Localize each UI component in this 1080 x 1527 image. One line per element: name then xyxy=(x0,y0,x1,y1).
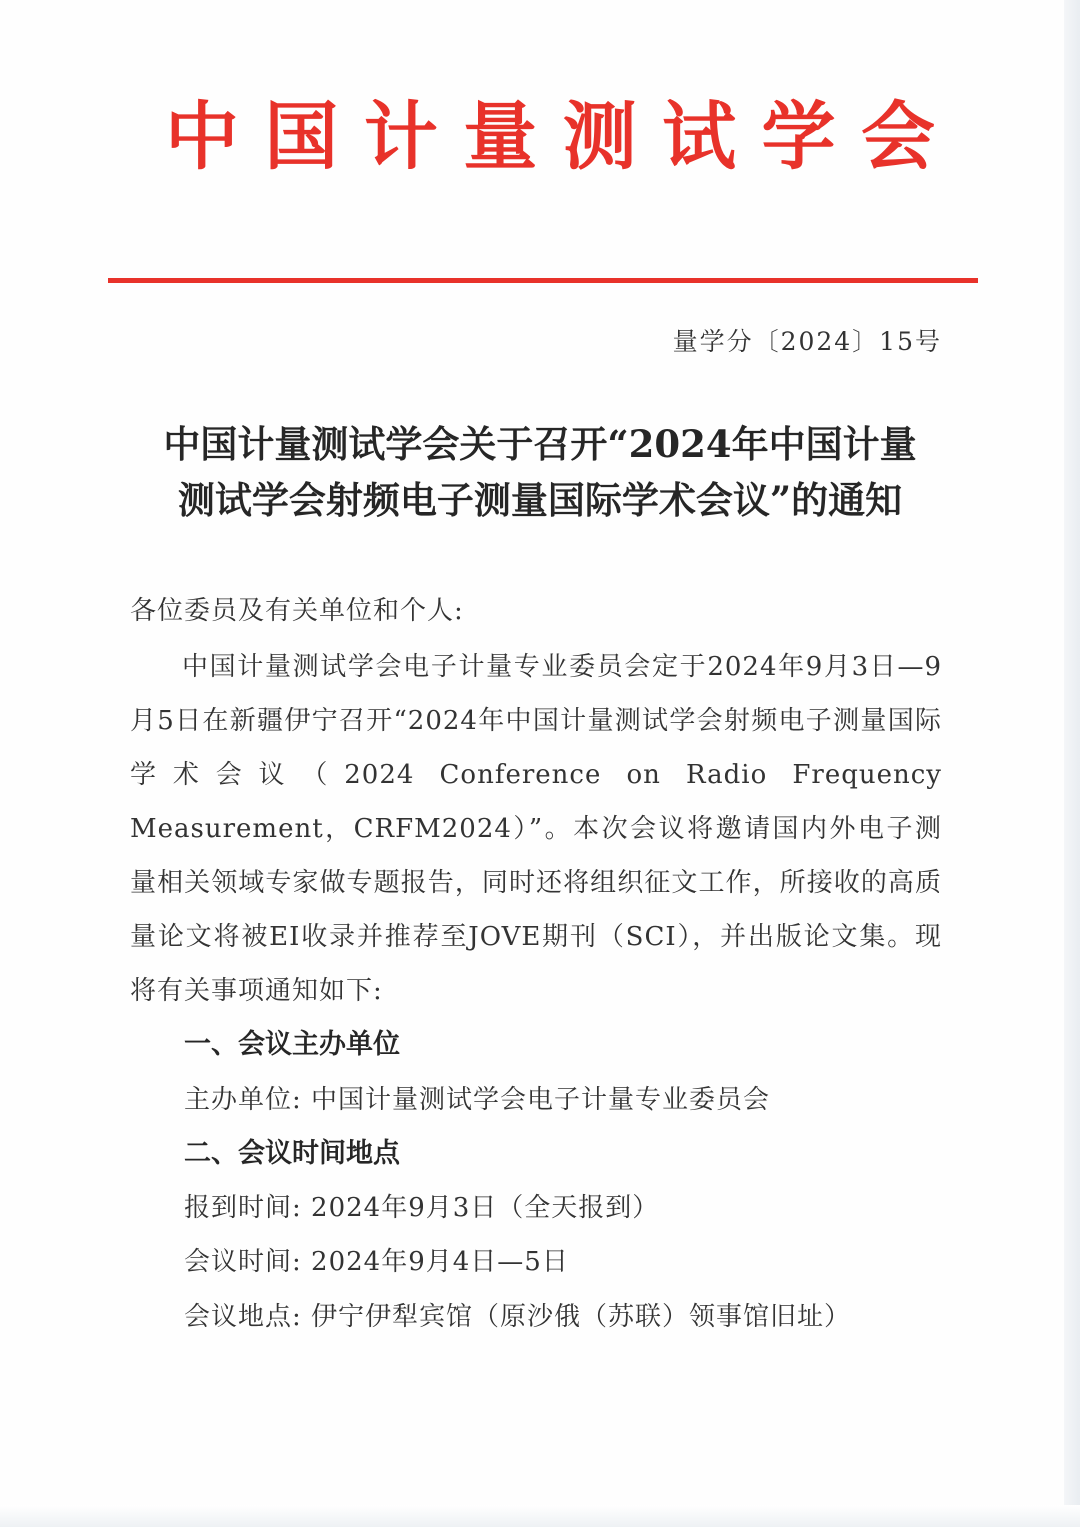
document-title xyxy=(130,416,950,528)
letterhead-title xyxy=(165,92,935,182)
section-heading-time-place: 二、会议时间地点 xyxy=(184,1138,400,1169)
document-number: 量学分〔2024〕15号 xyxy=(672,327,942,356)
letterhead-char: 量 xyxy=(463,94,538,180)
letterhead-char: 计 xyxy=(363,94,438,180)
letterhead-char: 测 xyxy=(562,94,637,180)
letterhead-char: 试 xyxy=(662,94,737,180)
organizer-line: 主办单位: 中国计量测试学会电子计量专业委员会 xyxy=(184,1085,771,1115)
scan-edge-bottom xyxy=(0,1505,1080,1527)
title-line-1: 中国计量测试学会关于召开“2024年中国计量 xyxy=(163,422,917,466)
scan-edge-right xyxy=(1064,0,1080,1527)
venue-line: 会议地点: 伊宁伊犁宾馆（原沙俄（苏联）领事馆旧址） xyxy=(184,1302,852,1332)
letterhead-char: 国 xyxy=(264,94,339,180)
registration-time-line: 报到时间: 2024年9月3日（全天报到） xyxy=(184,1193,660,1223)
title-line-2: 测试学会射频电子测量国际学术会议”的通知 xyxy=(177,478,903,522)
section-heading-organizer: 一、会议主办单位 xyxy=(184,1029,400,1060)
salutation: 各位委员及有关单位和个人: xyxy=(130,596,464,626)
letterhead-char: 中 xyxy=(165,94,239,180)
intro-paragraph: 中国计量测试学会电子计量专业委员会定于2024年9月3日—9月5日在新疆伊宁召开“2024年中国计量测试学会射频电子测量国际学术会议（2024 Conference on Radio Frequency Measurement，CRFM2024）”。本次会议将邀请国内外电子测量相关领域专家做专题报告，同时还将组织征文工作，所接收的高质量论文将被EI收录并推荐至JOVE期刊（SCI），并出版论文集。现将有关事项通知如下: xyxy=(130,652,942,1006)
letterhead-char: 会 xyxy=(860,94,935,180)
meeting-time-line: 会议时间: 2024年9月4日—5日 xyxy=(184,1247,569,1277)
letterhead-char: 学 xyxy=(761,94,836,180)
letterhead-divider xyxy=(108,278,978,283)
